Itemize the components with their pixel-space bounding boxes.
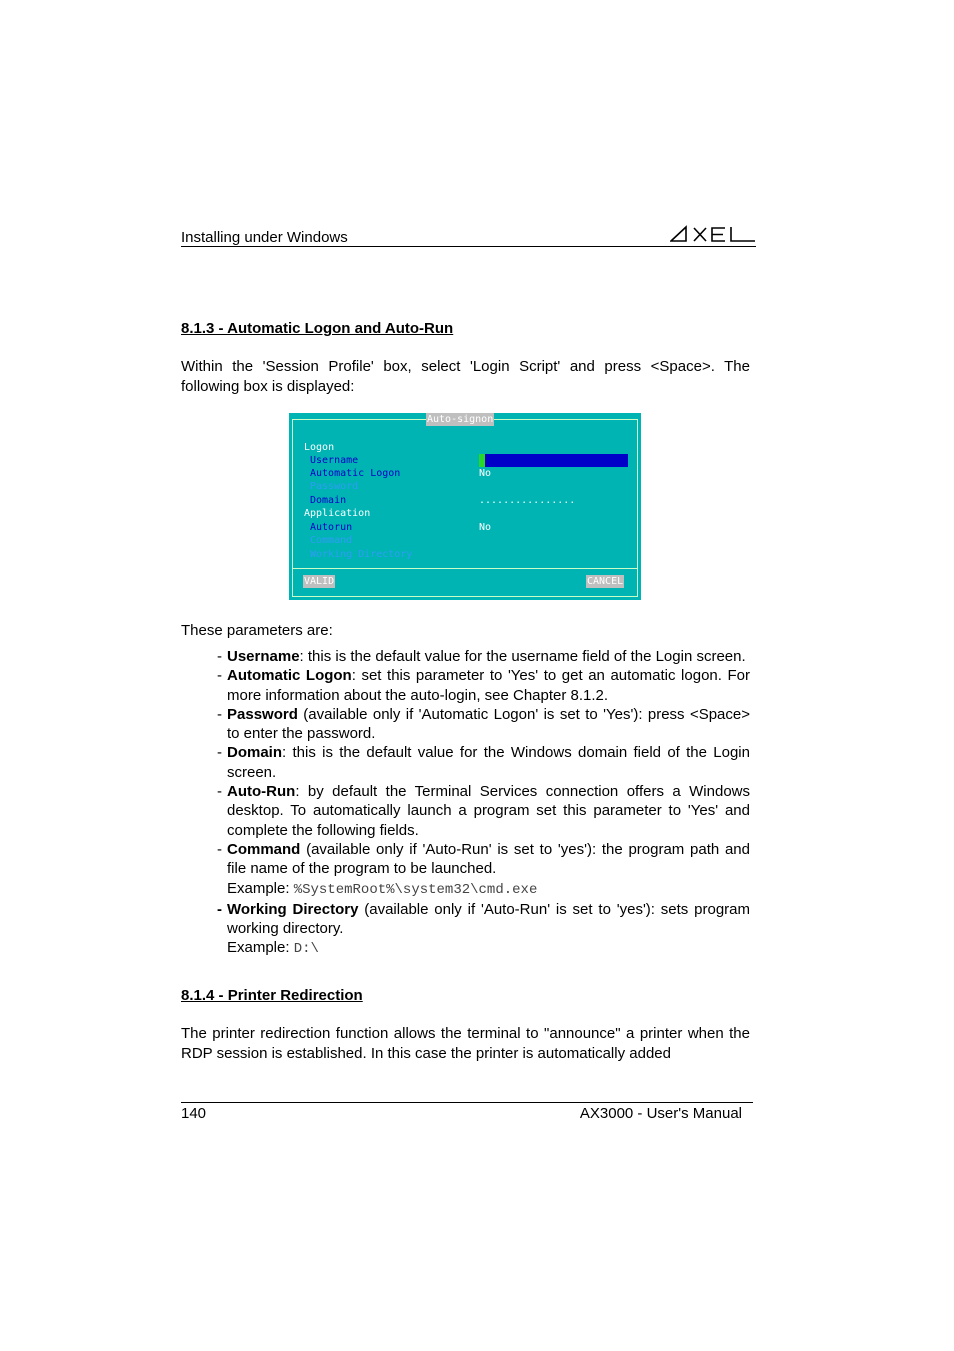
working-directory-label: Working Directory [310, 549, 413, 560]
manual-title: AX3000 - User's Manual [579, 1105, 742, 1122]
list-item: - Auto-Run: by default the Terminal Services connection offers a Windows desktop. To automatically launch a program set this parameter to 'Yes' and complete the following fields. [217, 783, 750, 839]
param-name: Password [227, 705, 298, 723]
list-item: - Automatic Logon: set this parameter to 'Yes' to get an automatic logon. For more information about the auto-login, see Chapter 8.1.2. [217, 667, 750, 704]
cancel-button[interactable]: CANCEL [587, 576, 624, 587]
param-name: Username [227, 648, 300, 665]
param-name: Auto-Run [227, 783, 296, 801]
param-name: Command [227, 840, 301, 858]
params-intro: These parameters are: [181, 622, 333, 639]
list-item: - Username: this is the default value for the username field of the Login screen. [217, 648, 746, 665]
domain-label: Domain [310, 495, 347, 506]
param-name: Automatic Logon [227, 667, 352, 685]
example-label: Example: [227, 879, 294, 897]
example-value: D:\ [293, 941, 319, 958]
param-desc: (available only if 'Automatic Logon' is set to 'Yes'): press <Space> to enter the password. [227, 705, 750, 743]
dialog-separator [293, 568, 637, 569]
list-item: - Working Directory (available only if 'Auto-Run' is set to 'yes'): sets program working directory. Example: D:\ [217, 900, 750, 958]
domain-field[interactable]: ................ [479, 495, 576, 506]
command-label: Command [310, 535, 353, 546]
password-label: Password [310, 481, 359, 492]
param-desc: (available only if 'Auto-Run' is set to 'yes'): sets program working directory. [227, 900, 750, 938]
intro-paragraph: Within the 'Session Profile' box, select 'Login Script' and press <Space>. The following box is displayed: [181, 358, 750, 395]
param-desc: : this is the default value for the Windows domain field of the Login screen. [227, 744, 750, 781]
automatic-logon-value[interactable]: No [479, 468, 492, 479]
username-field[interactable] [479, 454, 628, 467]
dialog-title: Auto-signon [427, 414, 494, 425]
param-desc: : set this parameter to 'Yes' to get an automatic logon. For more information about the auto-login, see Chapter 8.1.2. [227, 667, 750, 704]
section-title-8-1-3: 8.1.3 - Automatic Logon and Auto-Run [181, 320, 454, 337]
header-section-title: Installing under Windows [181, 229, 348, 246]
automatic-logon-label: Automatic Logon [310, 468, 401, 479]
autorun-label: Autorun [310, 522, 353, 533]
username-cursor [479, 454, 485, 467]
page-header [181, 228, 756, 247]
list-item: - Password (available only if 'Automatic Logon' is set to 'Yes'): press <Space> to enter the password. [217, 705, 750, 743]
page-footer [181, 1102, 753, 1123]
list-item: - Domain: this is the default value for the Windows domain field of the Login screen. [217, 744, 750, 781]
list-item: - Command (available only if 'Auto-Run' is set to 'yes'): the program path and file name of the program to be launched. Example: %SystemRoot%\system32\cmd.exe [217, 840, 750, 898]
param-name: Domain [227, 744, 283, 762]
param-desc: (available only if 'Auto-Run' is set to 'yes'): the program path and file name of the program to be launched. [227, 840, 750, 878]
section-title-8-1-4: 8.1.4 - Printer Redirection [181, 987, 363, 1004]
page-number: 140 [181, 1105, 207, 1122]
username-label: Username [310, 455, 359, 466]
autorun-value[interactable]: No [479, 522, 492, 533]
example-value: %SystemRoot%\system32\cmd.exe [293, 881, 538, 898]
application-group-label: Application [304, 508, 371, 519]
logon-group-label: Logon [304, 442, 335, 453]
axel-logo [670, 224, 756, 244]
params-list [212, 647, 750, 960]
example-label: Example: [227, 939, 294, 957]
param-desc: : by default the Terminal Services connection offers a Windows desktop. To automatically launch a program set this parameter to 'Yes' and complete the following fields. [227, 783, 750, 839]
valid-button[interactable]: VALID [304, 576, 335, 587]
printer-paragraph: The printer redirection function allows the terminal to "announce" a printer when the RDP session is established. In this case the printer is automatically added [181, 1025, 750, 1062]
auto-signon-dialog [289, 413, 641, 600]
param-name: Working Directory [227, 900, 359, 918]
param-desc: : this is the default value for the username field of the Login screen. [299, 648, 746, 665]
